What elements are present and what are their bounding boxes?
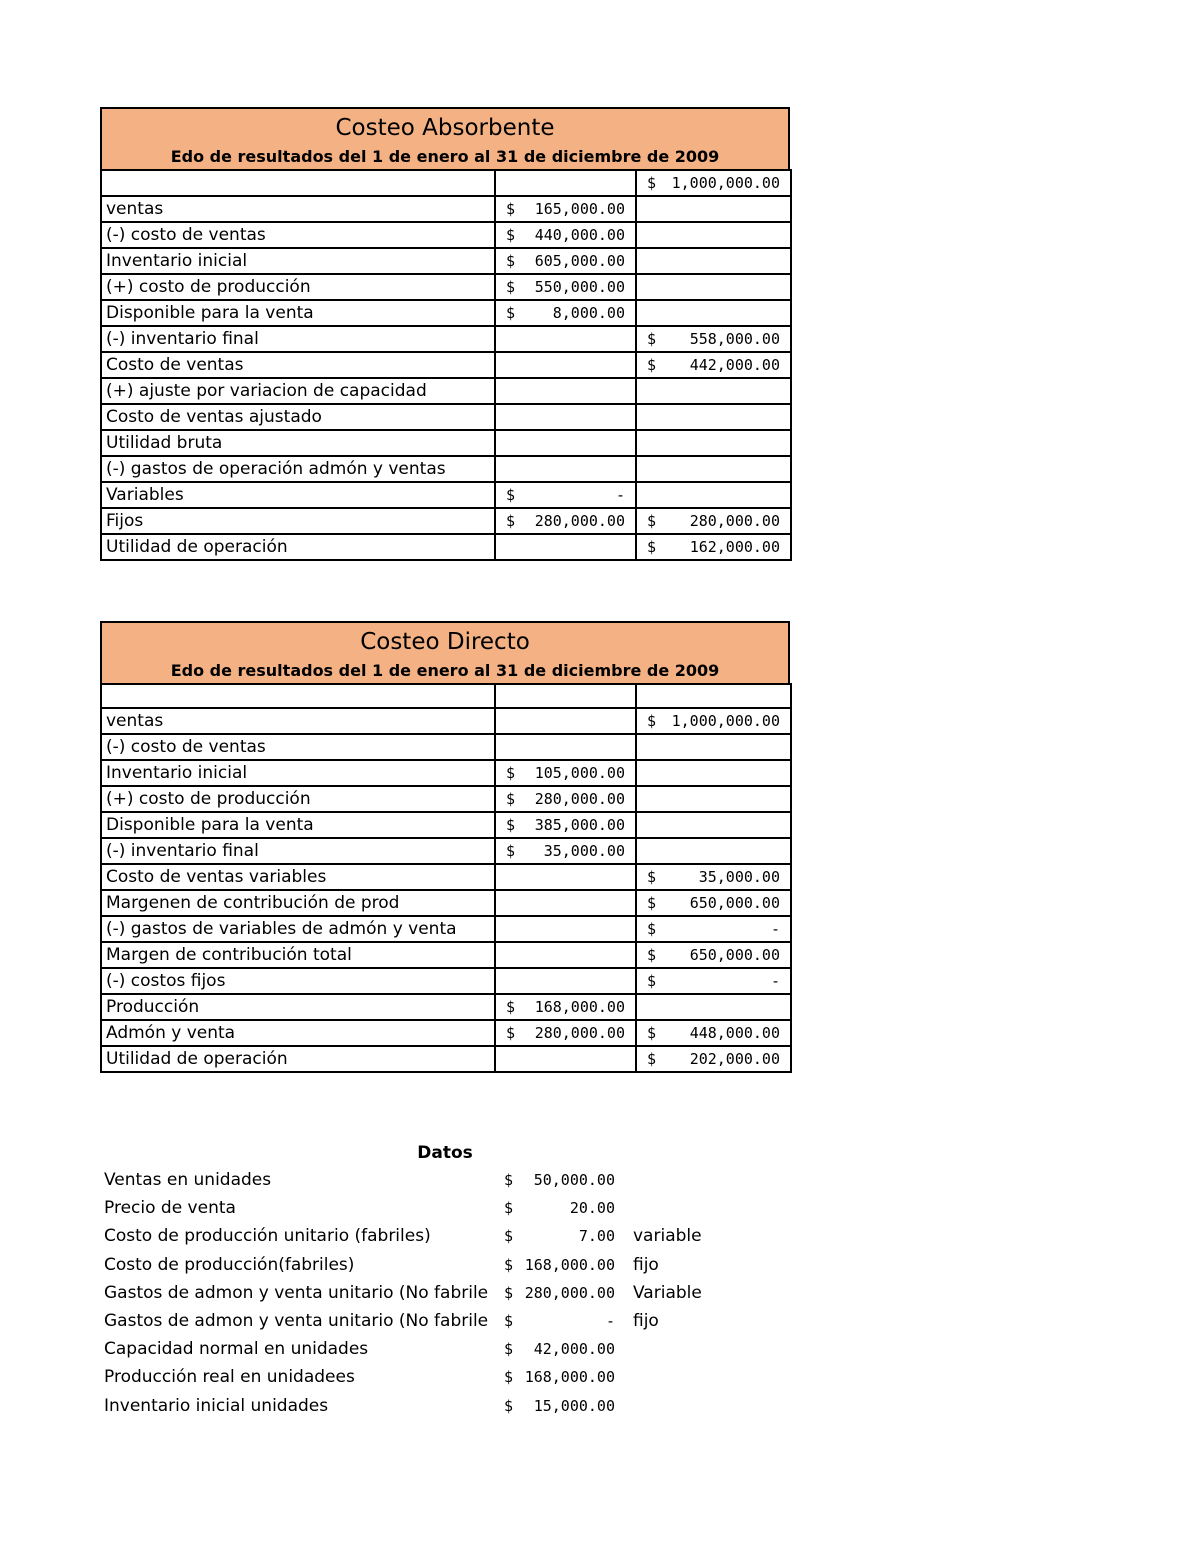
amount-value: 168,000.00 — [524, 1368, 615, 1387]
costeo-directo-title: Costeo Directo — [360, 629, 530, 655]
datos-row — [100, 1251, 735, 1279]
row-label-cell[interactable]: Utilidad de operación — [101, 534, 495, 560]
amount-value: 165,000.00 — [534, 200, 625, 218]
amount-value: 280,000.00 — [534, 790, 625, 808]
amount-cell[interactable] — [495, 352, 636, 378]
datos-table — [100, 1166, 735, 1420]
currency-symbol: $ — [506, 842, 516, 860]
amount-value: 15,000.00 — [533, 1396, 615, 1415]
currency-symbol: $ — [506, 486, 516, 504]
costeo-absorbente-subtitle: Edo de resultados del 1 de enero al 31 de diciembre de 2009 — [170, 147, 720, 166]
amount-cell[interactable] — [494, 1335, 625, 1363]
table-row — [101, 508, 791, 534]
datos-tag[interactable] — [625, 1166, 735, 1194]
amount-cell[interactable] — [495, 864, 636, 890]
table-row — [101, 170, 791, 196]
costeo-absorbente-table — [100, 169, 792, 561]
amount-cell[interactable] — [636, 708, 791, 734]
datos-row — [100, 1279, 735, 1307]
currency-symbol: $ — [506, 304, 516, 322]
row-label-cell[interactable]: Margenen de contribución de prod — [101, 890, 495, 916]
row-label-cell[interactable]: (-) gastos de variables de admón y venta — [101, 916, 495, 942]
table-row — [101, 326, 791, 352]
amount-cell[interactable] — [494, 1251, 625, 1279]
amount-value: 168,000.00 — [534, 998, 625, 1016]
amount-value: 8,000.00 — [552, 304, 625, 322]
currency-symbol: $ — [506, 226, 516, 244]
row-label-cell[interactable]: (-) costo de ventas — [101, 734, 495, 760]
currency-symbol: $ — [504, 1227, 514, 1246]
datos-tag[interactable]: variable — [633, 1226, 702, 1247]
amount-value: 50,000.00 — [533, 1171, 615, 1190]
table-row — [101, 734, 791, 760]
row-label-cell[interactable]: (+) costo de producción — [101, 274, 495, 300]
amount-cell[interactable] — [636, 534, 791, 560]
row-label-cell[interactable]: Fijos — [101, 508, 495, 534]
row-label-cell[interactable]: (-) gastos de operación admón y ventas — [101, 456, 495, 482]
row-label-cell[interactable]: Margen de contribución total — [101, 942, 495, 968]
row-label-cell[interactable]: (+) costo de producción — [101, 786, 495, 812]
row-label-cell[interactable]: (-) costo de ventas — [101, 222, 495, 248]
table-row — [101, 708, 791, 734]
amount-cell[interactable] — [495, 786, 636, 812]
currency-symbol: $ — [506, 252, 516, 270]
table-row — [101, 838, 791, 864]
amount-cell[interactable] — [636, 404, 791, 430]
currency-symbol: $ — [647, 868, 657, 886]
currency-symbol: $ — [647, 920, 657, 938]
amount-value: 168,000.00 — [524, 1255, 615, 1274]
table-row — [101, 994, 791, 1020]
costeo-absorbente-title: Costeo Absorbente — [335, 115, 555, 141]
currency-symbol: $ — [506, 278, 516, 296]
datos-section — [100, 1140, 740, 1420]
amount-cell[interactable] — [636, 1046, 791, 1072]
amount-cell[interactable] — [636, 942, 791, 968]
amount-cell[interactable] — [636, 786, 791, 812]
datos-label[interactable]: Costo de producción unitario (fabriles) — [104, 1226, 431, 1247]
amount-cell[interactable] — [636, 456, 791, 482]
table-row — [101, 942, 791, 968]
row-label-cell[interactable]: ventas — [101, 708, 495, 734]
amount-cell[interactable] — [636, 890, 791, 916]
table-row — [101, 274, 791, 300]
currency-symbol: $ — [647, 1050, 657, 1068]
table-row — [101, 534, 791, 560]
amount-cell[interactable] — [495, 994, 636, 1020]
row-label-cell[interactable]: Inventario inicial — [101, 760, 495, 786]
amount-cell[interactable] — [495, 378, 636, 404]
amount-cell[interactable] — [636, 430, 791, 456]
amount-cell[interactable] — [495, 222, 636, 248]
amount-value: 162,000.00 — [689, 538, 780, 556]
table-row — [101, 222, 791, 248]
row-label-cell[interactable]: ventas — [101, 196, 495, 222]
amount-value: - — [615, 486, 625, 504]
currency-symbol: $ — [506, 790, 516, 808]
row-label-cell[interactable]: (-) inventario final — [101, 838, 495, 864]
currency-symbol: $ — [647, 946, 657, 964]
amount-cell[interactable] — [495, 812, 636, 838]
datos-tag[interactable]: Variable — [633, 1282, 702, 1303]
amount-value: 1,000,000.00 — [671, 712, 780, 730]
amount-cell[interactable] — [495, 456, 636, 482]
amount-cell[interactable] — [495, 482, 636, 508]
currency-symbol: $ — [647, 894, 657, 912]
amount-cell[interactable] — [636, 248, 791, 274]
row-label-cell[interactable]: Admón y venta — [101, 1020, 495, 1046]
amount-cell[interactable] — [636, 274, 791, 300]
currency-symbol: $ — [647, 512, 657, 530]
amount-value: 650,000.00 — [689, 894, 780, 912]
amount-cell[interactable] — [636, 326, 791, 352]
costeo-absorbente-sheet — [100, 107, 790, 561]
row-label-cell[interactable]: Inventario inicial — [101, 248, 495, 274]
currency-symbol: $ — [506, 200, 516, 218]
row-label-cell[interactable]: Disponible para la venta — [101, 812, 495, 838]
table-row — [101, 430, 791, 456]
datos-label[interactable]: Capacidad normal en unidades — [104, 1339, 369, 1360]
amount-value: 1,000,000.00 — [671, 174, 780, 192]
currency-symbol: $ — [504, 1283, 514, 1302]
datos-label[interactable]: Inventario inicial unidades — [104, 1395, 329, 1416]
amount-cell[interactable] — [494, 1392, 625, 1420]
table-row — [101, 812, 791, 838]
datos-tag[interactable] — [625, 1392, 735, 1420]
amount-cell[interactable] — [636, 170, 791, 196]
currency-symbol: $ — [647, 330, 657, 348]
amount-cell[interactable] — [495, 274, 636, 300]
datos-label[interactable]: Gastos de admon y venta unitario (No fabrile — [104, 1311, 489, 1332]
costeo-directo-header — [100, 621, 790, 683]
row-label-cell[interactable]: (-) costos fijos — [101, 968, 495, 994]
table-row — [101, 864, 791, 890]
row-label-cell[interactable]: (-) inventario final — [101, 326, 495, 352]
amount-cell[interactable] — [636, 864, 791, 890]
amount-cell[interactable] — [494, 1166, 625, 1194]
amount-cell[interactable] — [636, 222, 791, 248]
currency-symbol: $ — [506, 1024, 516, 1042]
amount-cell[interactable] — [495, 760, 636, 786]
amount-cell[interactable] — [494, 1194, 625, 1222]
amount-cell[interactable] — [636, 734, 791, 760]
table-row — [101, 916, 791, 942]
amount-value: 7.00 — [578, 1227, 615, 1246]
table-row — [101, 378, 791, 404]
table-row — [101, 1020, 791, 1046]
row-label-cell[interactable]: Utilidad de operación — [101, 1046, 495, 1072]
currency-symbol: $ — [647, 972, 657, 990]
row-label-cell[interactable]: Costo de ventas — [101, 352, 495, 378]
row-label-cell[interactable]: Costo de ventas ajustado — [101, 404, 495, 430]
datos-row — [100, 1166, 735, 1194]
amount-cell[interactable] — [495, 968, 636, 994]
costeo-directo-subtitle: Edo de resultados del 1 de enero al 31 de diciembre de 2009 — [170, 661, 720, 680]
amount-value: 280,000.00 — [534, 1024, 625, 1042]
amount-cell[interactable] — [636, 812, 791, 838]
amount-cell[interactable] — [495, 942, 636, 968]
datos-row — [100, 1335, 735, 1363]
row-label-cell[interactable] — [101, 170, 495, 196]
amount-value: 605,000.00 — [534, 252, 625, 270]
table-row — [101, 248, 791, 274]
amount-value: 35,000.00 — [698, 868, 780, 886]
amount-value: 440,000.00 — [534, 226, 625, 244]
amount-cell[interactable] — [495, 890, 636, 916]
amount-cell[interactable] — [495, 734, 636, 760]
datos-row — [100, 1307, 735, 1335]
amount-cell[interactable] — [495, 404, 636, 430]
datos-row — [100, 1222, 735, 1250]
amount-cell[interactable] — [495, 326, 636, 352]
amount-cell[interactable] — [495, 534, 636, 560]
currency-symbol: $ — [506, 512, 516, 530]
datos-title: Datos — [417, 1143, 473, 1163]
amount-value: 550,000.00 — [534, 278, 625, 296]
costeo-absorbente-header — [100, 107, 790, 169]
amount-cell[interactable] — [495, 1046, 636, 1072]
amount-cell[interactable] — [636, 1020, 791, 1046]
amount-value: 35,000.00 — [543, 842, 625, 860]
amount-cell[interactable] — [495, 708, 636, 734]
table-row — [101, 786, 791, 812]
datos-tag[interactable] — [625, 1194, 735, 1222]
table-row — [101, 890, 791, 916]
datos-row — [100, 1363, 735, 1391]
currency-symbol: $ — [504, 1340, 514, 1359]
datos-label[interactable]: Gastos de admon y venta unitario (No fabrile — [104, 1282, 489, 1303]
datos-tag[interactable]: fijo — [633, 1254, 659, 1275]
currency-symbol: $ — [647, 1024, 657, 1042]
amount-cell[interactable] — [495, 300, 636, 326]
table-row — [101, 684, 791, 708]
datos-label[interactable]: Producción real en unidadees — [104, 1367, 355, 1388]
currency-symbol: $ — [504, 1171, 514, 1190]
amount-value: 202,000.00 — [689, 1050, 780, 1068]
currency-symbol: $ — [647, 174, 657, 192]
amount-cell[interactable] — [636, 684, 791, 708]
amount-cell[interactable] — [636, 378, 791, 404]
amount-cell[interactable] — [495, 684, 636, 708]
table-row — [101, 196, 791, 222]
row-label-cell[interactable]: Producción — [101, 994, 495, 1020]
amount-cell[interactable] — [636, 968, 791, 994]
table-row — [101, 352, 791, 378]
row-label-cell[interactable]: Variables — [101, 482, 495, 508]
amount-cell[interactable] — [636, 994, 791, 1020]
datos-label[interactable]: Precio de venta — [104, 1198, 236, 1219]
amount-cell[interactable] — [494, 1307, 625, 1335]
amount-cell[interactable] — [494, 1279, 625, 1307]
datos-label[interactable]: Ventas en unidades — [104, 1170, 272, 1191]
amount-value: 105,000.00 — [534, 764, 625, 782]
currency-symbol: $ — [504, 1312, 514, 1331]
currency-symbol: $ — [647, 538, 657, 556]
table-row — [101, 300, 791, 326]
amount-cell[interactable] — [494, 1363, 625, 1391]
currency-symbol: $ — [504, 1396, 514, 1415]
amount-value: 385,000.00 — [534, 816, 625, 834]
amount-cell[interactable] — [495, 1020, 636, 1046]
row-label-cell[interactable] — [101, 684, 495, 708]
amount-value: 42,000.00 — [533, 1340, 615, 1359]
amount-cell[interactable] — [495, 196, 636, 222]
table-row — [101, 968, 791, 994]
currency-symbol: $ — [506, 998, 516, 1016]
amount-value: - — [770, 920, 780, 938]
amount-cell[interactable] — [636, 482, 791, 508]
costeo-directo-sheet — [100, 621, 790, 1073]
row-label-cell[interactable]: Costo de ventas variables — [101, 864, 495, 890]
row-label-cell[interactable]: Disponible para la venta — [101, 300, 495, 326]
amount-value: 558,000.00 — [689, 330, 780, 348]
amount-cell[interactable] — [495, 248, 636, 274]
amount-cell[interactable] — [495, 430, 636, 456]
datos-label[interactable]: Costo de producción(fabriles) — [104, 1254, 355, 1275]
amount-cell[interactable] — [495, 508, 636, 534]
table-row — [101, 1046, 791, 1072]
amount-cell[interactable] — [495, 170, 636, 196]
amount-value: 448,000.00 — [689, 1024, 780, 1042]
table-row — [101, 456, 791, 482]
amount-value: - — [770, 972, 780, 990]
currency-symbol: $ — [506, 816, 516, 834]
currency-symbol: $ — [647, 356, 657, 374]
table-row — [101, 404, 791, 430]
amount-value: 280,000.00 — [689, 512, 780, 530]
amount-value: 280,000.00 — [524, 1283, 615, 1302]
amount-cell[interactable] — [636, 760, 791, 786]
datos-tag[interactable]: fijo — [633, 1311, 659, 1332]
currency-symbol: $ — [647, 712, 657, 730]
amount-cell[interactable] — [494, 1222, 625, 1250]
table-row — [101, 760, 791, 786]
amount-value: - — [605, 1312, 615, 1331]
amount-value: 650,000.00 — [689, 946, 780, 964]
currency-symbol: $ — [504, 1368, 514, 1387]
currency-symbol: $ — [504, 1199, 514, 1218]
currency-symbol: $ — [504, 1255, 514, 1274]
amount-cell[interactable] — [636, 838, 791, 864]
amount-value: 442,000.00 — [689, 356, 780, 374]
amount-cell[interactable] — [636, 196, 791, 222]
datos-tag[interactable] — [625, 1363, 735, 1391]
amount-value: 280,000.00 — [534, 512, 625, 530]
amount-cell[interactable] — [636, 352, 791, 378]
amount-value: 20.00 — [569, 1199, 615, 1218]
amount-cell[interactable] — [636, 508, 791, 534]
amount-cell[interactable] — [495, 916, 636, 942]
currency-symbol: $ — [506, 764, 516, 782]
amount-cell[interactable] — [495, 838, 636, 864]
datos-tag[interactable] — [625, 1335, 735, 1363]
table-row — [101, 482, 791, 508]
datos-row — [100, 1392, 735, 1420]
amount-cell[interactable] — [636, 916, 791, 942]
costeo-directo-table — [100, 683, 792, 1073]
amount-cell[interactable] — [636, 300, 791, 326]
row-label-cell[interactable]: (+) ajuste por variacion de capacidad — [101, 378, 495, 404]
row-label-cell[interactable]: Utilidad bruta — [101, 430, 495, 456]
datos-row — [100, 1194, 735, 1222]
